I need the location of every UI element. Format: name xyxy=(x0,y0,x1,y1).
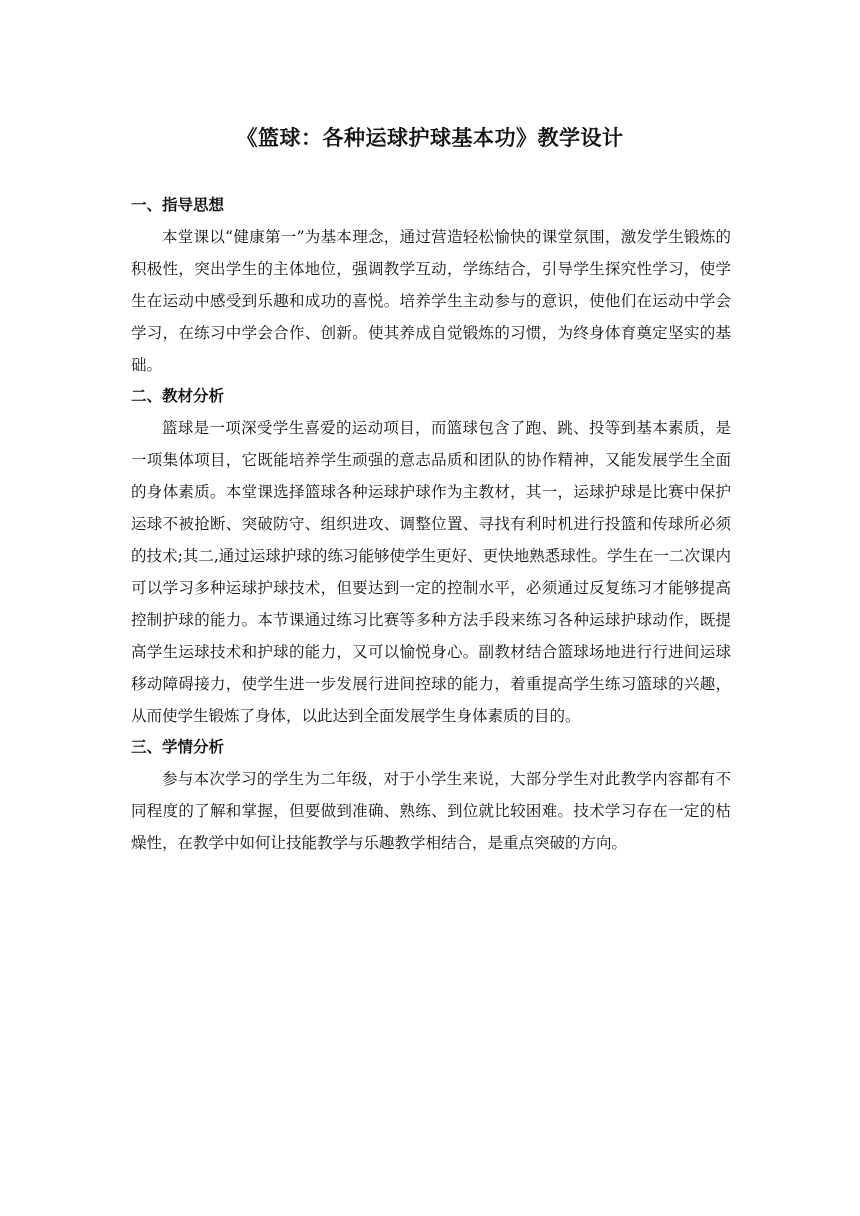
section-paragraph: 本堂课以“健康第一”为基本理念，通过营造轻松愉快的课堂氛围，激发学生锻炼的积极性，突出学生的主体地位，强调教学互动，学练结合，引导学生探究性学习，使学生在运动中感受到乐趣和成功的喜悦。培养学生主动参与的意识，使他们在运动中学会学习，在练习中学会合作、创新。使其养成自觉锻炼的习惯，为终身体育奠定坚实的基础。 xyxy=(131,228,731,374)
section-paragraph: 参与本次学习的学生为二年级，对于小学生来说，大部分学生对此教学内容都有不同程度的了解和掌握，但要做到准确、熟练、到位就比较困难。技术学习存在一定的枯燥性，在教学中如何让技能教学与乐趣教学相结合，是重点突破的方向。 xyxy=(131,770,731,852)
document-body xyxy=(131,190,731,859)
section-material-analysis xyxy=(131,381,731,732)
section-paragraph: 篮球是一项深受学生喜爱的运动项目，而篮球包含了跑、跳、投等到基本素质，是一项集体项目，它既能培养学生顽强的意志品质和团队的协作精神，又能发展学生全面的身体素质。本堂课选择篮球各种运球护球作为主教材，其一，运球护球是比赛中保护运球不被抢断、突破防守、组织进攻、调整位置、寻找有利时机进行投篮和传球所必须的技术;其二,通过运球护球的练习能够使学生更好、更快地熟悉球性。学生在一二次课内可以学习多种运球护球技术，但要达到一定的控制水平，必须通过反复练习才能够提高控制护球的能力。本节课通过练习比赛等多种方法手段来练习各种运球护球动作，既提高学生运球技术和护球的能力，又可以愉悦身心。副教材结合篮球场地进行行进间运球移动障碍接力，使学生进一步发展行进间控球的能力，着重提高学生练习篮球的兴趣，从而使学生锻炼了身体，以此达到全面发展学生身体素质的目的。 xyxy=(131,419,731,725)
section-guiding-ideology xyxy=(131,190,731,381)
section-heading: 一、指导思想 xyxy=(131,196,225,214)
section-heading: 三、学情分析 xyxy=(131,738,225,756)
section-student-analysis xyxy=(131,732,731,859)
document-title: 《篮球：各种运球护球基本功》教学设计 xyxy=(236,126,624,150)
section-heading: 二、教材分析 xyxy=(131,387,225,405)
